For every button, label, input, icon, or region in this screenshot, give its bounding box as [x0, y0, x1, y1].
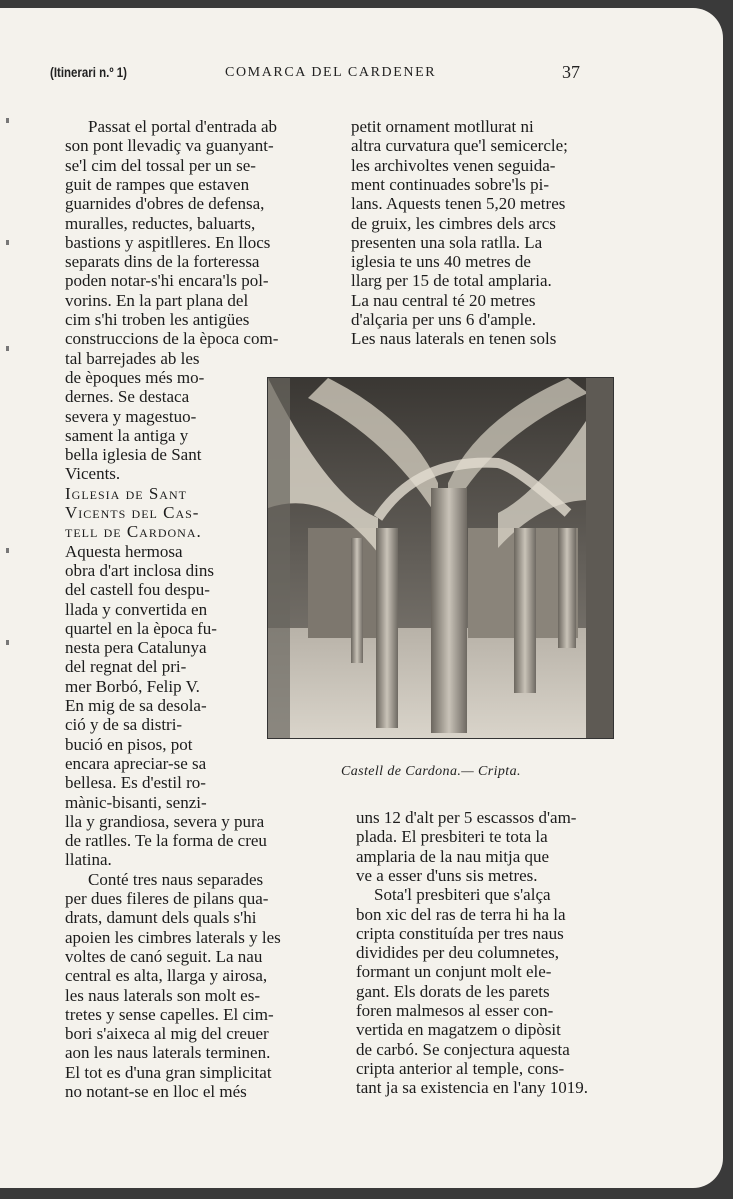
- text-line: drats, damunt dels quals s'hi: [65, 908, 257, 928]
- text-line: nesta pera Catalunya: [65, 638, 207, 658]
- text-line: presenten una sola ratlla. La: [351, 232, 543, 252]
- text-line: formant un conjunt molt ele-: [356, 962, 552, 982]
- text-line: les archivoltes venen seguida-: [351, 155, 556, 175]
- text-line: les naus laterals son molt es-: [65, 985, 260, 1005]
- text-line: tretes y sense capelles. El cim-: [65, 1004, 274, 1024]
- text-line: guarnides d'obres de defensa,: [65, 194, 265, 214]
- text-line: Vicents.: [65, 464, 121, 484]
- text-line: de ratlles. Te la forma de creu: [65, 831, 267, 851]
- text-line: En mig de sa desola-: [65, 696, 207, 715]
- text-line: muralles, reductes, baluarts,: [65, 213, 256, 233]
- text-line: dernes. Se destaca: [65, 387, 190, 407]
- figure-caption: Castell de Cardona.— Cripta.: [341, 764, 521, 779]
- text-line: bució en pisos, pot: [65, 734, 193, 754]
- text-line: de gruix, les cimbres dels arcs: [351, 213, 556, 233]
- section-title: COMARCA DEL CARDENER: [225, 65, 437, 80]
- text-line: bastions y aspitlleres. En llocs: [65, 232, 271, 252]
- crypt-illustration: [268, 378, 613, 738]
- text-line: per dues fileres de pilans qua-: [65, 889, 269, 908]
- text-line: encara apreciar-se sa: [65, 753, 207, 773]
- text-line: mer Borbó, Felip V.: [65, 676, 200, 696]
- text-line: iglesia te uns 40 metres de: [351, 252, 531, 272]
- text-line: petit ornament motllurat ni: [351, 117, 534, 136]
- text-line: bon xic del ras de terra hi ha la: [356, 904, 566, 924]
- running-header: [50, 64, 610, 88]
- text-line: Aquesta hermosa: [65, 541, 183, 561]
- text-line: mànic-bisanti, senzi-: [65, 792, 207, 812]
- text-line: lla y grandiosa, severa y pura: [65, 811, 265, 831]
- text-line: apoien les cimbres laterals y les: [65, 927, 281, 947]
- text-line: bellesa. Es d'estil ro-: [65, 773, 206, 793]
- text-line: llatina.: [65, 850, 112, 870]
- text-line: Vicents del Cas-: [65, 503, 200, 522]
- text-line: tant ja sa existencia en l'any 1019.: [356, 1078, 589, 1098]
- text-line: Conté tres naus separades: [88, 869, 264, 889]
- text-line: Passat el portal d'entrada ab: [88, 117, 278, 136]
- text-line: vertida en magatzem o dipòsit: [356, 1020, 561, 1040]
- itinerary-label: (Itinerari n.º 1): [50, 64, 127, 80]
- text-line: bella iglesia de Sant: [65, 445, 202, 465]
- text-line: foren malmesos al esser con-: [356, 1001, 554, 1020]
- text-line: cim s'hi troben les antigües: [65, 310, 250, 329]
- text-line: dividides per deu columnetes,: [356, 943, 560, 963]
- text-line: tal barrejades ab les: [65, 348, 200, 368]
- text-line: central es alta, llarga y airosa,: [65, 966, 268, 986]
- text-line: La nau central té 20 metres: [351, 290, 536, 310]
- text-line: tell de Cardona.: [65, 522, 202, 542]
- text-line: El tot es d'una gran simplicitat: [65, 1062, 272, 1082]
- text-line: Iglesia de Sant: [65, 483, 187, 503]
- text-line: no notant-se en lloc el més: [65, 1082, 247, 1101]
- text-line: obra d'art inclosa dins: [65, 560, 214, 580]
- text-line: d'alçaria per uns 6 d'ample.: [351, 310, 537, 329]
- text-line: severa y magestuo-: [65, 406, 197, 426]
- text-line: ve a esser d'uns sis metres.: [356, 865, 538, 885]
- text-line: bori s'aixeca al mig del creuer: [65, 1024, 269, 1044]
- text-line: vorins. En la part plana del: [65, 290, 249, 310]
- text-line: plada. El presbiteri te tota la: [356, 827, 548, 847]
- text-line: del regnat del pri-: [65, 657, 187, 677]
- page-number: 37: [562, 62, 580, 82]
- text-line: voltes de canó seguit. La nau: [65, 946, 263, 966]
- text-line: cripta anterior al temple, cons-: [356, 1058, 565, 1078]
- text-line: altra curvatura que'l semicercle;: [351, 136, 568, 156]
- text-line: amplaria de la nau mitja que: [356, 846, 550, 866]
- text-line: llada y convertida en: [65, 599, 208, 619]
- text-line: del castell fou despu-: [65, 580, 210, 600]
- text-line: Sota'l presbiteri que s'alça: [374, 885, 551, 905]
- text-line: de èpoques més mo-: [65, 367, 205, 387]
- text-line: son pont llevadiç va guanyant-: [65, 136, 274, 156]
- text-line: guit de rampes que estaven: [65, 174, 250, 194]
- text-line: gant. Els dorats de les parets: [356, 981, 550, 1001]
- text-line: de carbó. Se conjectura aquesta: [356, 1039, 570, 1059]
- text-line: se'l cim del tossal per un se-: [65, 155, 256, 175]
- text-line: cripta constituída per tres naus: [356, 923, 564, 943]
- text-line: ció y de sa distri-: [65, 715, 183, 735]
- text-line: separats dins de la forteressa: [65, 252, 260, 272]
- text-line: lans. Aquests tenen 5,20 metres: [351, 194, 566, 214]
- text-line: Les naus laterals en tenen sols: [351, 329, 557, 349]
- text-line: ment continuades sobre'ls pi-: [351, 174, 550, 194]
- text-line: llarg per 15 de total amplaria.: [351, 271, 552, 291]
- crypt-photograph: [267, 377, 614, 739]
- text-line: quartel en la època fu-: [65, 618, 217, 638]
- text-line: sament la antiga y: [65, 425, 189, 445]
- text-line: aon les naus laterals terminen.: [65, 1043, 271, 1063]
- text-line: construccions de la època com-: [65, 329, 279, 349]
- text-line: poden notar-s'hi encara'ls pol-: [65, 271, 269, 291]
- text-line: uns 12 d'alt per 5 escassos d'am-: [356, 808, 577, 827]
